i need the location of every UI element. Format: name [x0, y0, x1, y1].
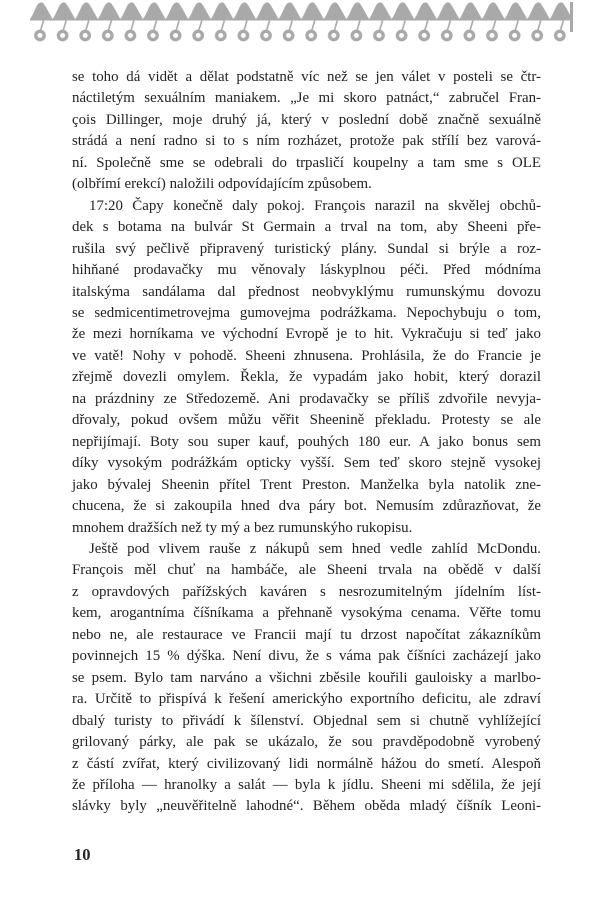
text-line: z opravdových pařížských kaváren s nesrozumitelným jídelním líst-: [72, 583, 541, 600]
page-number: 10: [74, 845, 91, 864]
text-line: že mezi horníkama ve východní Evropě je to hit. Vykračuju si teď jako: [72, 326, 541, 343]
text-line: (olbřímí erekcí) naložili odpovídajícím způsobem.: [72, 176, 372, 193]
text-line: z částí zvířat, který civilizovaný lidi normálně hážou do smetí. Alespoň: [72, 755, 541, 772]
text-line: povinnejch 15 % dýška. Není divu, že s váma pak číšníci zacházejí jako: [72, 648, 541, 665]
text-line: çois Dillinger, moje druhý já, který v poslední době značně sexuálně: [72, 111, 541, 128]
text-line: se sedmicentimetrovejma gumovejma podrážkama. Nepochybuju o tom,: [72, 304, 541, 321]
text-line: se toho dá vidět a dělat podstatně víc než se jen válet v posteli se čtr-: [72, 69, 541, 85]
text-line: díky vysokým podrážkám opticky vyšší. Sem teď skoro stejně vysokej: [72, 455, 541, 472]
text-line: náctiletým sexuálním maniakem. „Je mi skoro patnáct,“ zabručel Fran-: [72, 90, 541, 107]
text-line: ra. Určitě to přispívá k řešení americkýho exportního deficitu, ale zdraví: [72, 691, 541, 708]
paragraph: [72, 67, 541, 196]
text-line: Ještě pod vlivem rauše z nákupů sem hned vedle zahlíd McDondu.: [89, 540, 541, 557]
text-line: 17:20 Čapy konečně daly pokoj. François narazil na skvělej obchů-: [89, 197, 541, 214]
text-line: ve vatě! Nohy v pohodě. Sheeni zhnusena. Prohlásila, že do Francie je: [72, 347, 541, 364]
text-line: dek s botama na bulvár St Germain a trval na tom, aby Sheeni pře-: [72, 219, 541, 236]
garland-ornament-icon: [30, 2, 574, 46]
text-line: François měl chuť na hambáče, ale Sheeni trvala na obědě v další: [72, 562, 541, 579]
text-line: zřejmě dovezli omylem. Řekla, že vypadám jako hobit, který dorazil: [72, 369, 541, 386]
text-line: nepřijímají. Boty sou super kauf, pouhých 180 eur. A jako bonus sem: [72, 433, 541, 450]
paragraph: [72, 196, 541, 539]
text-line: dbalý turisty to přivádí k šílenství. Objednal sem si chutně vyhlížející: [72, 712, 541, 729]
text-line: chucena, že si zakoupila hned dva páry bot. Nemusím zdůrazňovat, že: [72, 498, 541, 515]
text-line: grilovaný párky, ale pak se ukázalo, že sou pravděpodobně vyrobený: [72, 734, 541, 751]
text-line: italskýma sandálama dal přednost neobvyklýmu rumunskýmu dovozu: [72, 283, 541, 300]
text-line: rušila svý pečlivě připravený turistický plány. Sundal si brýle a roz-: [72, 240, 541, 257]
garland-end-bar: [570, 2, 573, 32]
text-line: strádá a není radno si to s ním rozházet, protože pak střílí bez varová-: [72, 133, 541, 150]
text-line: ní. Společně sme se odebrali do trpasličí koupelny a tam sme s OLE: [72, 154, 541, 171]
paragraph: [72, 539, 541, 818]
page-text: [72, 67, 541, 818]
text-line: jako bývalej Sheenin přítel Trent Preston. Manželka byla natolik zne-: [72, 476, 541, 493]
text-line: nebo ne, ale restaurace ve Francii mají tu drzost napočítat zákazníkům: [72, 626, 541, 643]
text-line: hihňané prodavačky mu věnovaly láskyplnou péči. Před módníma: [72, 262, 541, 279]
text-line: že příloha — hranolky a salát — byla k jídlu. Sheeni mi sdělila, že její: [72, 776, 541, 793]
text-line: kem, arogantníma číšníkama a přehnaně vysokýma cenama. Věřte tomu: [72, 605, 541, 622]
text-line: mnohem dražších než ty mý a bez rumunskýho rukopisu.: [72, 519, 413, 536]
text-line: slávky byly „neuvěřitelně lahodné“. Během oběda mladý číšník Leoni-: [72, 798, 541, 815]
text-line: se psem. Bylo tam narváno a všichni zběsile kouřili gauloisky a marlbo-: [72, 669, 541, 686]
text-line: na prázdniny ze Středozemě. Ani prodavačky se příliš zdvořile nevyja-: [72, 390, 541, 407]
text-line: dřovaly, pokud ovšem můžu věřit Sheenině překladu. Protesty se ale: [72, 412, 541, 429]
